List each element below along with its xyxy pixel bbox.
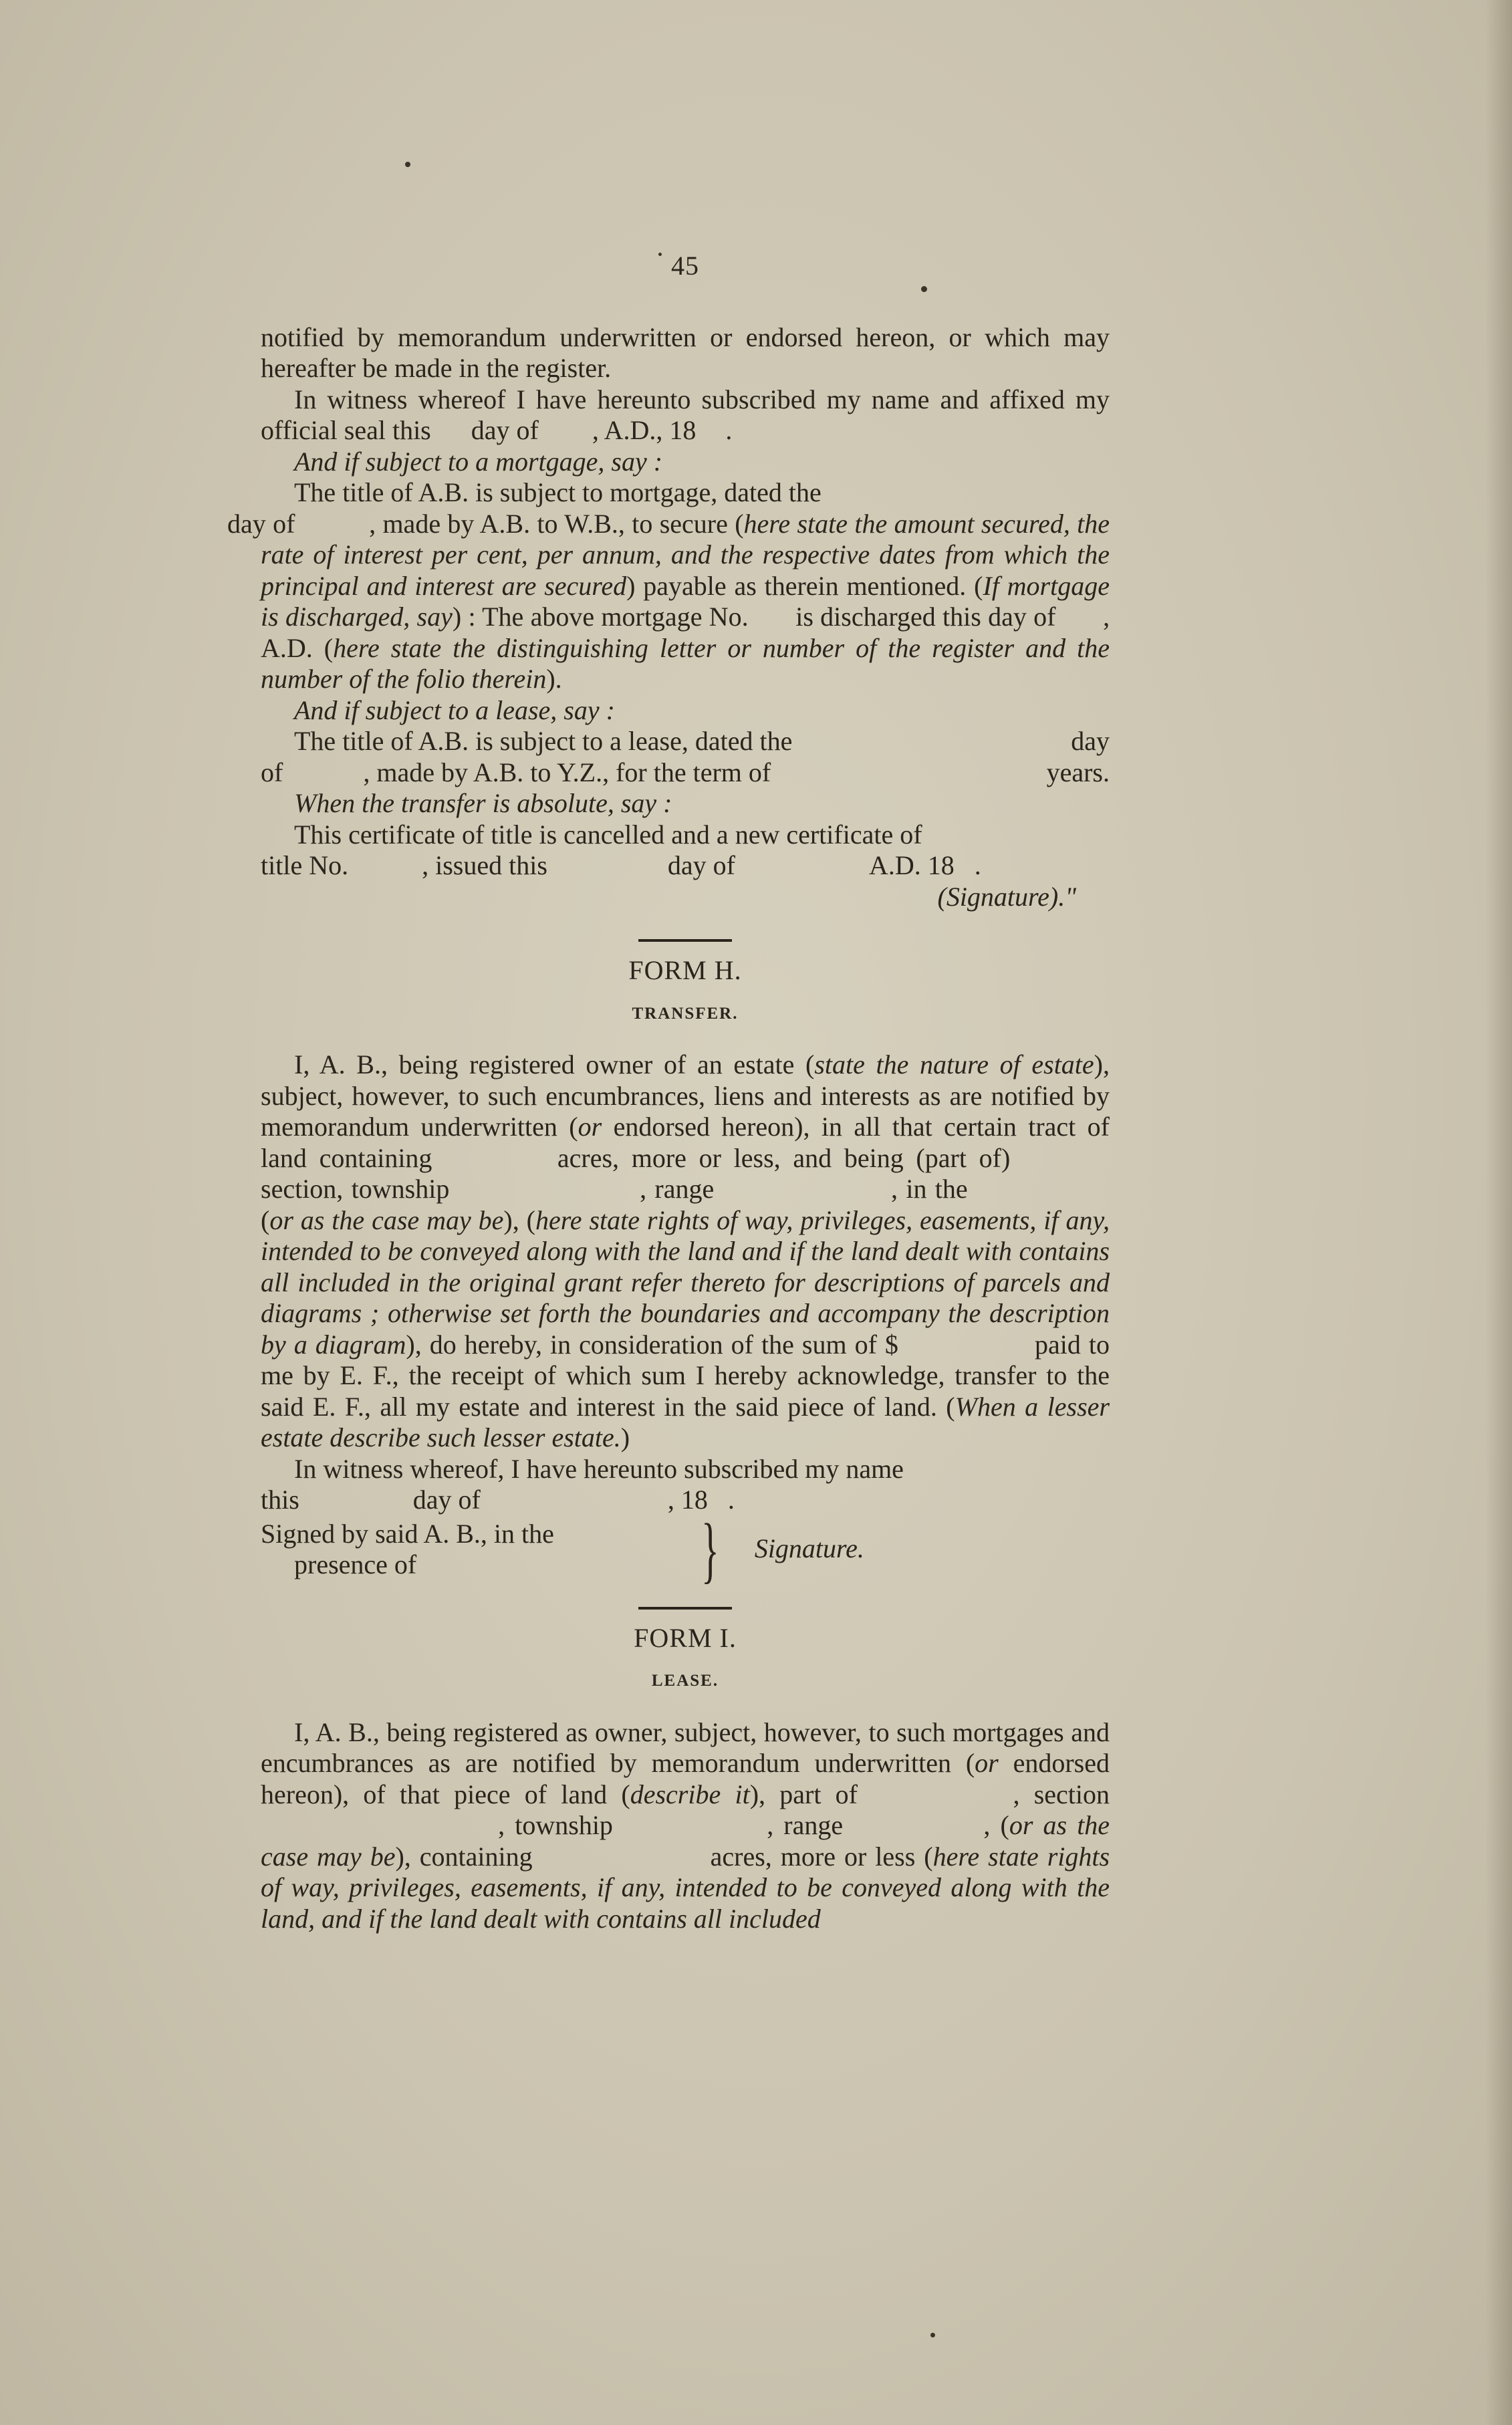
form-g-continuation <box>227 322 1110 913</box>
text: In witness whereof I have hereunto subscribed my name and affixed my official seal this <box>261 384 1110 445</box>
text: here state the distinguishing letter or number of the register and the number of the folio therein <box>261 632 1110 694</box>
form-i <box>261 1623 1110 1935</box>
page-edge-shadow <box>1485 0 1512 2425</box>
text: , made by A.B. to W.B., to secure ( <box>369 508 744 539</box>
lease-instruction: And if subject to a lease, say : <box>294 694 615 725</box>
page-content <box>227 251 1110 1934</box>
section-divider <box>638 939 732 942</box>
text: Signed by said A. B., in the <box>261 1518 554 1549</box>
lease-paragraph: I, A. B., being registered as owner, subject, however, to such mortgages and encumbrances as are notified by memorandum underwritten (or endorsed hereon), of that piece of land (describe it), part of , section , township , range , (or as the case may be), containing acres, more or less (here state rights of way, privileges, easements, if any, intended to be conveyed along with the land, and if the land dealt with contains all included <box>261 1716 1110 1934</box>
transfer-paragraph: I, A. B., being registered owner of an estate (state the nature of estate), subject, however, to such encumbrances, liens and interests as are notified by memorandum underwritten (or endorsed hereon), in all that certain tract of land containing acres, more or less, and being (part of) section, township , range , in the (or as the case may be), (here state rights of way, privileges, easements, if any, intended to be conveyed along with the land and if the land dealt with contains all included in the original grant refer thereto for descriptions of parcels and diagrams ; otherwise set forth the boundaries and accompany the description by a diagram), do hereby, in consideration of the sum of $ paid to me by E. F., the receipt of which sum I hereby acknowledge, transfer to the said E. F., all my estate and interest in the said piece of land. (When a lesser estate describe such lesser estate.) <box>261 1049 1110 1452</box>
text: here state the amount secured, the rate of interest per cent, per annum, and the respective dates from which the principal and interest are secured <box>261 508 1110 601</box>
mortgage-paragraph <box>227 477 1110 695</box>
text: ) payable as therein mentioned. ( <box>626 570 983 601</box>
cancel-line-1: This certificate of title is cancelled and a new certificate of <box>294 819 922 850</box>
text: title No. <box>261 850 349 880</box>
text: , A.D. ( <box>261 602 1110 663</box>
cancel-line-2 <box>261 850 1110 882</box>
form-i-subtitle: LEASE. <box>651 1672 719 1690</box>
signature-block <box>261 1508 1110 1590</box>
mortgage-instruction: And if subject to a mortgage, say : <box>294 446 663 477</box>
transfer-instruction: When the transfer is absolute, say : <box>294 788 672 818</box>
paragraph: notified by memorandum underwritten or endorsed hereon, or which may hereafter be made in the register. <box>261 322 1110 383</box>
text: A.D. 18 <box>868 850 955 880</box>
text: If mortgage is discharged, say <box>261 570 1110 632</box>
text: day <box>1071 726 1110 756</box>
form-i-title: FORM I. <box>634 1622 737 1653</box>
witness-date-line: this day of , 18 . <box>261 1485 735 1515</box>
text: , A.D., 18 <box>592 415 697 445</box>
lease-line-2 <box>261 757 1110 789</box>
signature-label: Signature. <box>754 1533 864 1564</box>
text: years. <box>1046 757 1110 787</box>
text: . <box>974 850 981 880</box>
signed-by-text <box>261 1519 688 1580</box>
section-divider <box>638 1607 732 1610</box>
text: day of <box>227 508 295 539</box>
text: ). <box>546 664 562 694</box>
form-h <box>261 955 1110 1590</box>
text: day of <box>988 602 1056 632</box>
paper-speck <box>405 162 410 167</box>
paper-speck <box>930 2333 935 2337</box>
witness-paragraph <box>261 384 1110 446</box>
text: day of <box>471 415 539 445</box>
form-h-title: FORM H. <box>628 955 742 985</box>
brace-icon: } <box>701 1508 719 1590</box>
text: . <box>725 415 733 445</box>
signature-line: (Signature)." <box>937 881 1076 912</box>
witness-line: In witness whereof, I have hereunto subscribed my name <box>294 1453 904 1484</box>
text: of , made by A.B. to Y.Z., for the term of <box>261 757 771 787</box>
form-h-subtitle: TRANSFER. <box>632 1004 739 1023</box>
text: , issued this <box>422 850 547 880</box>
text: is discharged this <box>795 602 981 632</box>
text: The title of A.B. is subject to a lease, dated the <box>294 726 793 756</box>
text: ) : The above mortgage No. <box>452 602 749 632</box>
text: day of <box>667 850 735 880</box>
text: The title of A.B. is subject to mortgage, dated the <box>294 477 822 507</box>
text: presence of <box>294 1549 417 1579</box>
page-number: 45 <box>671 251 699 281</box>
lease-line-1 <box>261 726 1110 757</box>
